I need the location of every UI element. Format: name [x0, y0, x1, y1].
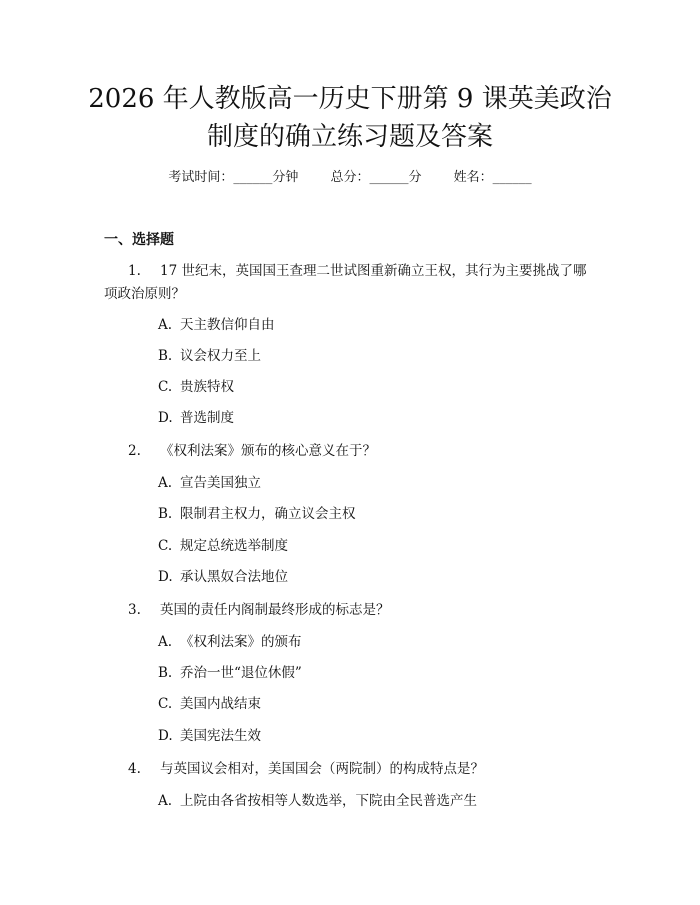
option-item: [158, 504, 356, 524]
option-text: 贵族特权: [180, 379, 234, 395]
option-text: 议会权力至上: [180, 348, 261, 364]
title-line-2: 制度的确立练习题及答案: [206, 122, 493, 152]
option-text: 承认黑奴合法地位: [180, 569, 288, 585]
option-letter: A.: [158, 317, 173, 333]
option-letter: B.: [158, 506, 173, 522]
option-letter: D.: [158, 569, 173, 585]
option-item: [158, 663, 302, 683]
option-text: 普选制度: [180, 410, 234, 426]
option-letter: A.: [158, 793, 173, 809]
option-letter: B.: [158, 665, 173, 681]
option-letter: D.: [158, 410, 173, 426]
option-item: [158, 694, 261, 714]
question-number: 3.: [128, 602, 141, 618]
option-letter: B.: [158, 348, 173, 364]
option-letter: C.: [158, 696, 173, 712]
section-heading: 一、选择题: [104, 232, 174, 248]
option-text: 乔治一世“退位休假”: [180, 665, 302, 681]
option-item: [158, 408, 234, 428]
option-item: [158, 726, 261, 746]
option-item: [158, 315, 275, 335]
option-letter: A.: [158, 634, 173, 650]
option-item: [158, 567, 288, 587]
question-text-continued: 项政治原则？: [104, 286, 185, 302]
option-item: [158, 791, 477, 811]
option-text: 规定总统选举制度: [180, 538, 288, 554]
option-item: [158, 632, 302, 652]
option-item: [158, 377, 234, 397]
student-name-field: 姓名：______: [453, 170, 532, 185]
exam-info: [0, 168, 700, 188]
question-number: 4.: [128, 761, 141, 777]
option-item: [158, 346, 261, 366]
option-text: 宣告美国独立: [180, 475, 261, 491]
question-number: 2.: [128, 443, 141, 459]
option-letter: C.: [158, 538, 173, 554]
option-text: 限制君主权力，确立议会主权: [180, 506, 356, 522]
question-text: 与英国议会相对，美国国会（两院制）的构成特点是？: [160, 761, 484, 777]
option-text: 上院由各省按相等人数选举，下院由全民普选产生: [180, 793, 477, 809]
option-text: 美国宪法生效: [180, 728, 261, 744]
document-title: [70, 80, 630, 156]
exam-time-field: 考试时间：______分钟: [168, 170, 299, 185]
option-item: [158, 473, 261, 493]
option-item: [158, 536, 288, 556]
option-letter: D.: [158, 728, 173, 744]
total-score-field: 总分：______分: [330, 170, 422, 185]
question-text: 《权利法案》颁布的核心意义在于？: [160, 443, 376, 459]
option-text: 天主教信仰自由: [180, 317, 275, 333]
question-text: 17 世纪末，英国国王查理二世试图重新确立王权，其行为主要挑战了哪: [160, 263, 587, 279]
option-text: 《权利法案》的颁布: [180, 634, 302, 650]
question-number: 1.: [128, 263, 141, 279]
option-letter: A.: [158, 475, 173, 491]
question-text: 英国的责任内阁制最终形成的标志是？: [160, 602, 390, 618]
option-text: 美国内战结束: [180, 696, 261, 712]
title-line-1: 2026 年人教版高一历史下册第 9 课英美政治: [88, 84, 612, 114]
option-letter: C.: [158, 379, 173, 395]
